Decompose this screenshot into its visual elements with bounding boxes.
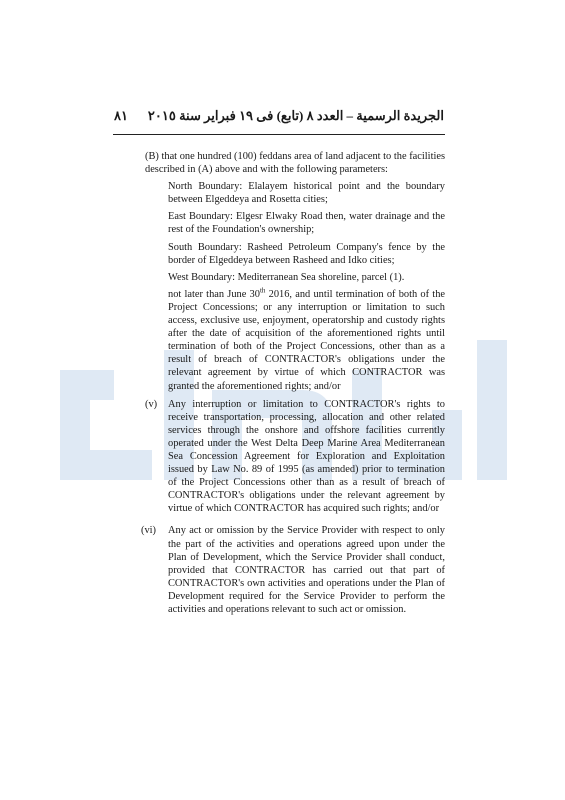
item-vi-paragraph xyxy=(141,524,445,616)
item-vi-marker: (vi) xyxy=(141,525,157,537)
date-superscript: th xyxy=(259,286,266,295)
west-boundary-paragraph: West Boundary: Mediterranean Sea shoreline, parcel (1). xyxy=(168,271,405,283)
item-b-paragraph: (B) that one hundred (100) feddans area of land adjacent to the facilities described in (A) above and with the following parameters: xyxy=(145,151,445,176)
item-v-text: Any interruption or limitation to CONTRACTOR's rights to receive transportation, processing, allocation and other related services through the onshore and offshore facilities currently operated under the West Delta Deep Marine Area Mediterranean Sea Concession Agreement for Exploration and Exploitation issued by Law No. 89 of 1995 (as amended) prior to termination of the Project Concessions other than as a result of breach of CONTRACTOR's obligations under the relevant agreement by virtue of which CONTRACTOR has acquired such rights; and/or xyxy=(168,398,445,515)
header-divider xyxy=(113,134,445,135)
item-v-marker: (v) xyxy=(145,398,158,410)
north-boundary-paragraph: North Boundary: Elalayem historical point and the boundary between Elgeddeya and Rosetta cities; xyxy=(168,181,445,206)
east-boundary-paragraph: East Boundary: Elgesr Elwaky Road then, water drainage and the rest of the Foundation's ownership; xyxy=(168,211,445,236)
item-vi-text: Any act or omission by the Service Provider with respect to only the part of the activities and operations agreed upon under the Plan of Development, which the Service Provider shall conduct, provided that CONTRACTOR has carried out that part of CONTRACTOR's own activities and operations under the Plan of Development required for the Service Provider to perform the activities and operations relevant to such act or omission. xyxy=(168,525,445,615)
continuation-paragraph xyxy=(145,288,445,393)
document-body xyxy=(141,150,445,616)
page-header xyxy=(114,108,444,130)
item-v-paragraph xyxy=(145,398,445,516)
continuation-rest: 2016, and until termination of both of the Project Concessions; or any interruption or limitation to such access, exclusive use, enjoyment, operatorship and custody rights after the date of acquisition of the aforementioned rights until termination of both of the Project Concessions, other than as a result of breach of CONTRACTOR's obligations under the relevant agreement by virtue of which CONTRACTOR was granted the aforementioned rights; and/or xyxy=(168,288,445,392)
gazette-header-title: الجريدة الرسمية – العدد ٨ (تابع) فى ١٩ فبراير سنة ٢٠١٥ xyxy=(147,108,444,123)
page-number: ٨١ xyxy=(114,108,128,123)
south-boundary-paragraph: South Boundary: Rasheed Petroleum Company's fence by the border of Elgeddeya between Rasheed and Idko cities; xyxy=(168,241,445,266)
continuation-prefix: not later than June 30 xyxy=(168,288,260,300)
